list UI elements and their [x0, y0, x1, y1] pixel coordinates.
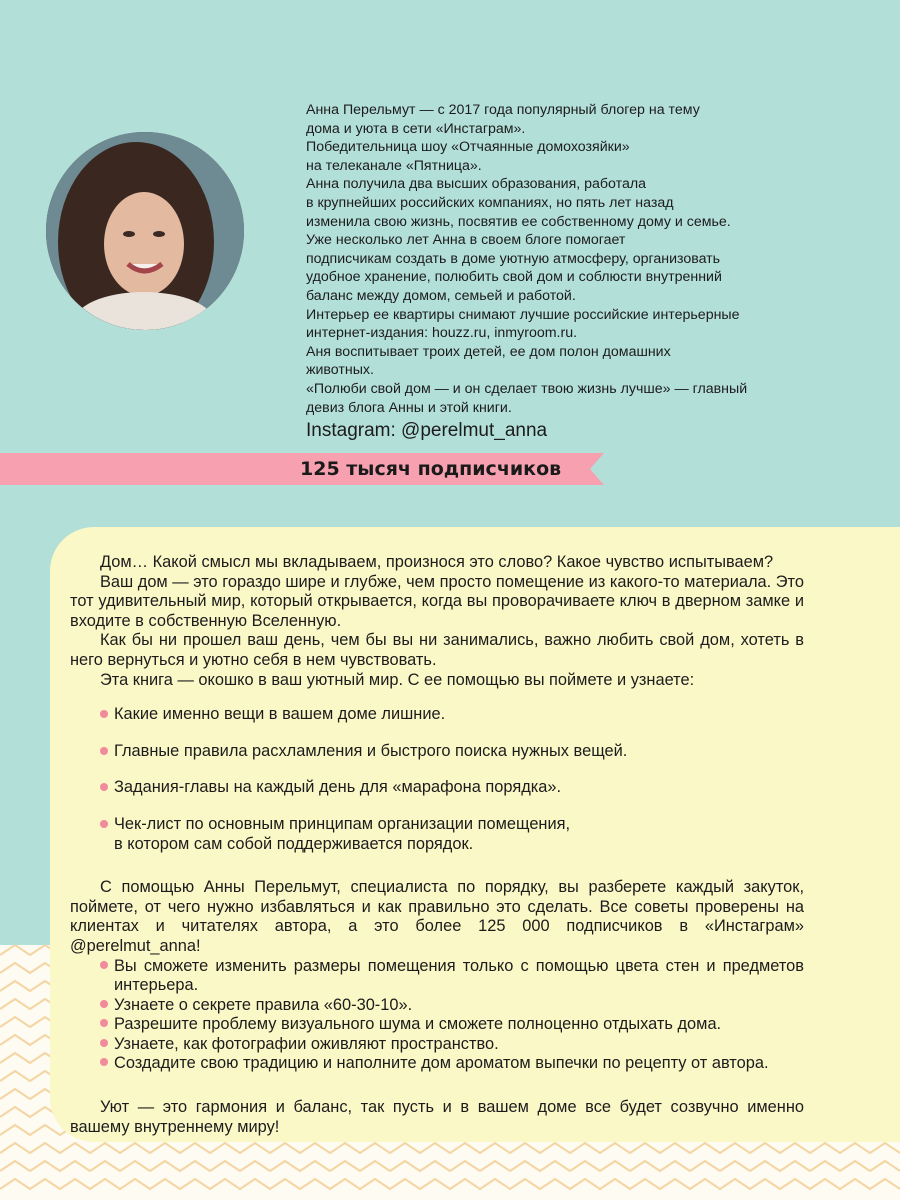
list-item: Чек-лист по основным принципам организации помещения, в котором сам собой поддерживается порядок.	[70, 815, 804, 854]
list-item: Разрешите проблему визуального шума и сможете полноценно отдыхать дома.	[70, 1015, 804, 1035]
list-item: Узнаете, как фотографии оживляют пространство.	[70, 1035, 804, 1055]
bio-paragraph: «Полюби свой дом — и он сделает твою жизнь лучше» — главный девиз блога Анны и этой книги.	[306, 380, 748, 416]
bullet-dot	[100, 1019, 108, 1027]
learn-list	[70, 705, 804, 854]
instagram-handle: Instagram: @perelmut_anna	[306, 420, 548, 441]
bullet-dot	[100, 961, 108, 969]
bio-paragraph: Уже несколько лет Анна в своем блоге помогает подписчикам создать в доме уютную атмосферу, организовать удобное хранение, полюбить свой дом и соблюсти внутренний баланс между домом, семьей и работой.	[306, 232, 722, 304]
bullet-dot	[100, 1000, 108, 1008]
subscribers-ribbon	[0, 453, 604, 485]
middle-paragraph: С помощью Анны Перельмут, специалиста по порядку, вы разберете каждый закуток, поймете, от чего нужно избавляться и как правильно это сделать. Все советы проверены на клиентах и читателях автора, а это более 125 000 подписчиков в «Инстаграм» @perelmut_anna!	[70, 878, 804, 955]
bio-paragraph: Победительница шоу «Отчаянные домохозяйки» на телеканале «Пятница».	[306, 139, 630, 174]
bio-paragraph: Анна Перельмут — с 2017 года популярный блогер на тему дома и уюта в сети «Инстаграм».	[306, 102, 700, 137]
bio-paragraph: Аня воспитывает троих детей, ее дом полон домашних животных.	[306, 343, 671, 379]
bio-paragraph: Интерьер ее квартиры снимают лучшие российские интерьерные интернет-издания: houzz.ru, inmyroom.ru.	[306, 306, 740, 342]
bullet-dot	[100, 710, 108, 718]
list-item: Создадите свою традицию и наполните дом ароматом выпечки по рецепту от автора.	[70, 1054, 804, 1074]
list-item: Узнаете о секрете правила «60-30-10».	[70, 996, 804, 1016]
intro-paragraph: Дом… Какой смысл мы вкладываем, произнося это слово? Какое чувство испытываем?	[100, 553, 774, 571]
list-item: Главные правила расхламления и быстрого поиска нужных вещей.	[70, 742, 804, 762]
bullet-dot	[100, 783, 108, 791]
bio-paragraph: Анна получила два высших образования, работала в крупнейших российских компаниях, но пять лет назад изменила свою жизнь, посвятив ее собственному дому и семье.	[306, 176, 731, 230]
list-item: Вы сможете изменить размеры помещения только с помощью цвета стен и предметов интерьера.	[70, 957, 804, 996]
bullet-dot	[100, 820, 108, 828]
author-bio	[306, 101, 806, 417]
bullet-dot	[100, 1058, 108, 1066]
subscribers-count: 125 тысяч подписчиков	[300, 458, 562, 480]
author-photo	[46, 132, 244, 330]
list-item: Задания-главы на каждый день для «марафона порядка».	[70, 778, 804, 798]
book-description	[70, 553, 804, 1137]
intro-paragraph: Ваш дом — это гораздо шире и глубже, чем просто помещение из какого-то материала. Это тот удивительный мир, который открывается, когда вы проворачиваете ключ в дверном замке и входите в собственную Вселенную.	[70, 572, 804, 630]
closing-paragraph: Уют — это гармония и баланс, так пусть и в вашем доме все будет созвучно именно вашему внутреннему миру!	[70, 1098, 804, 1136]
intro-paragraph: Эта книга — окошко в ваш уютный мир. С ее помощью вы поймете и узнаете:	[100, 670, 695, 689]
tips-list	[70, 957, 804, 1075]
bullet-dot	[100, 747, 108, 755]
list-item: Какие именно вещи в вашем доме лишние.	[70, 705, 804, 725]
intro-paragraph: Как бы ни прошел ваш день, чем бы вы ни занимались, важно любить свой дом, хотеть в него вернуться и уютно себя в нем чувствовать.	[70, 631, 804, 669]
bullet-dot	[100, 1039, 108, 1047]
